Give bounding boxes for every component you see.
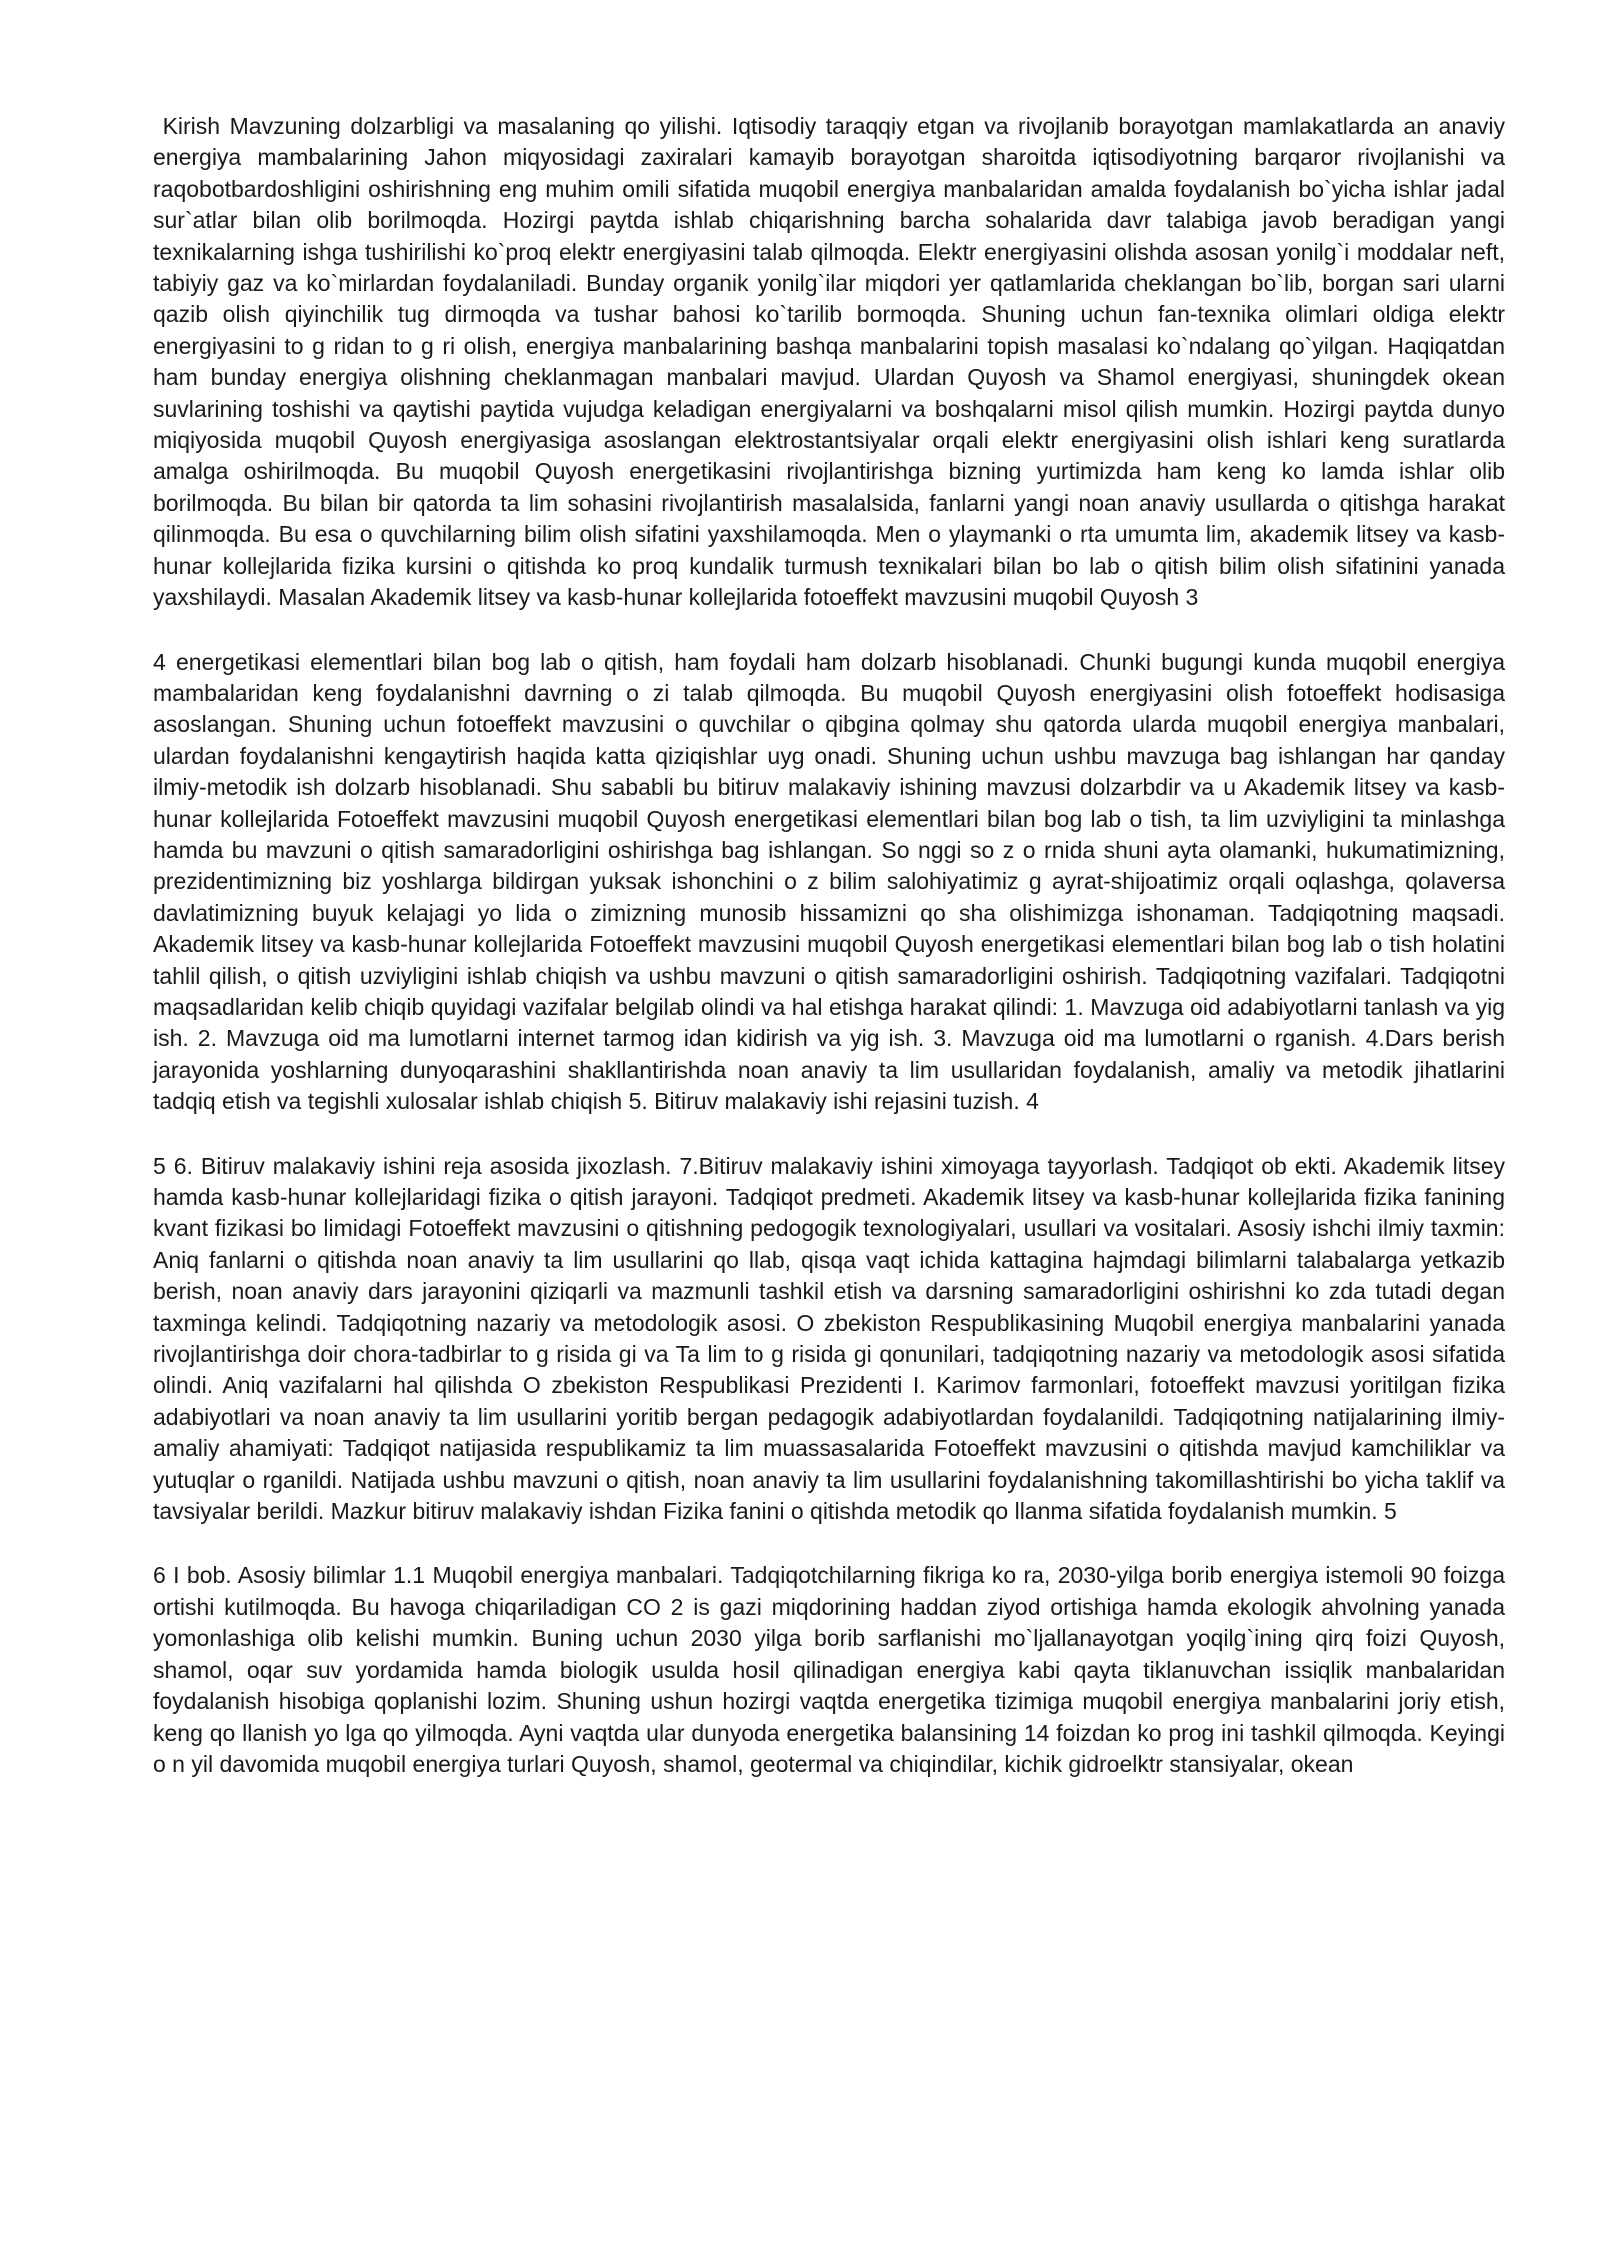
document-page (153, 111, 1512, 1780)
paragraph-chapter-one: 6 I bob. Asosiy bilimlar 1.1 Muqobil energiya manbalari. Tadqiqotchilarning fikriga ko ra, 2030-yilga borib energiya istemoli 90 foizga ortishi kutilmoqda. Bu havoga chiqariladigan CO 2 is gazi miqdorining haddan ziyod ortishiga hamda ekologik ahvolning yanada yomonlashiga olib kelishi mumkin. Buning uchun 2030 yilga borib sarflanishi mo`ljallanayotgan yoqilg`ining qirq foizi Quyosh, shamol, oqar suv yordamida hamda biologik usulda hosil qilinadigan energiya kabi qayta tiklanuvchan issiqlik manbalaridan foydalanish hisobiga qoplanishi lozim. Shuning ushun hozirgi vaqtda energetika tizimiga muqobil energiya manbalarini joriy etish, keng qo llanish yo lga qo yilmoqda. Ayni vaqtda ular dunyoda energetika balansining 14 foizdan ko prog ini tashkil qilmoqda. Keyingi o n yil davomida muqobil energiya turlari Quyosh, shamol, geotermal va chiqindilar, kichik gidroelktr stansiyalar, okean (153, 1562, 1512, 1777)
paragraph-introduction: Kirish Mavzuning dolzarbligi va masalaning qo yilishi. Iqtisodiy taraqqiy etgan va rivojlanib borayotgan mamlakatlarda an anaviy energiya mambalarining Jahon miqyosidagi zaxiralari kamayib borayotgan sharoitda iqtisodiyotning barqaror rivojlanishi va raqobotbardoshligini oshirishning eng muhim omili sifatida muqobil energiya manbalaridan amalda foydalanish bo`yicha ishlar jadal sur`atlar bilan olib borilmoqda. Hozirgi paytda ishlab chiqarishning barcha sohalarida davr talabiga javob beradigan yangi texnikalarning ishga tushirilishi ko`proq elektr energiyasini talab qilmoqda. Elektr energiyasini olishda asosan yonilg`i moddalar neft, tabiyiy gaz va ko`mirlardan foydalaniladi. Bunday organik yonilg`ilar miqdori yer qatlamlarida cheklangan bo`lib, borgan sari ularni qazib olish qiyinchilik tug dirmoqda va tushar bahosi ko`tarilib bormoqda. Shuning uchun fan-texnika olimlari oldiga elektr energiyasini to g ridan to g ri olish, energiya manbalarining bashqa manbalarini topish masalasi ko`ndalang qo`yilgan. Haqiqatdan ham bunday energiya olishning cheklanmagan manbalari mavjud. Ulardan Quyosh va Shamol energiyasi, shuningdek okean suvlarining toshishi va qaytishi paytida vujudga keladigan energiyalarni va boshqalarni misol qilish mumkin. Hozirgi paytda dunyo miqiyosida muqobil Quyosh energiyasiga asoslangan elektrostantsiyalar orqali elektr energiyasini olish ishlari keng suratlarda amalga oshirilmoqda. Bu muqobil Quyosh energetikasini rivojlantirishga bizning yurtimizda ham keng ko lamda ishlar olib borilmoqda. Bu bilan bir qatorda ta lim sohasini rivojlantirish masalalsida, fanlarni yangi noan anaviy usullarda o qitishga harakat qilinmoqda. Bu esa o quvchilarning bilim olish sifatini yaxshilamoqda. Men o ylaymanki o rta umumta lim, akademik litsey va kasb-hunar kollejlarida fizika kursini o qitishda ko proq kundalik turmush texnikalari bilan bo lab o qitish bilim olish sifatinini yanada yaxshilaydi. Masalan Akademik litsey va kasb-hunar kollejlarida fotoeffekt mavzusini muqobil Quyosh 3 (153, 113, 1512, 611)
paragraph-research-object: 5 6. Bitiruv malakaviy ishini reja asosida jixozlash. 7.Bitiruv malakaviy ishini ximoyaga tayyorlash. Tadqiqot ob ekti. Akademik litsey hamda kasb-hunar kollejlaridagi fizika o qitish jarayoni. Tadqiqot predmeti. Akademik litsey va kasb-hunar kollejlarida fizika fanining kvant fizikasi bo limidagi Fotoeffekt mavzusini o qitishning pedogogik texnologiyalari, usullari va vositalari. Asosiy ishchi ilmiy taxmin: Aniq fanlarni o qitishda noan anaviy ta lim usullarini qo llab, qisqa vaqt ichida kattagina hajmdagi bilimlarni talabalarga yetkazib berish, noan anaviy dars jarayonini qiziqarli va mazmunli tashkil etish va darsning samaradorligini oshirishni ko zda tutadi degan taxminga kelindi. Tadqiqotning nazariy va metodologik asosi. O zbekiston Respublikasining Muqobil energiya manbalarini yanada rivojlantirishga doir chora-tadbirlar to g risida gi va Ta lim to g risida gi qonunilari, tadqiqotning nazariy va metodologik asosi sifatida olindi. Aniq vazifalarni hal qilishda O zbekiston Respublikasi Prezidenti I. Karimov farmonlari, fotoeffekt mavzusi yoritilgan fizika adabiyotlari va noan anaviy ta lim usullarini yoritib bergan pedagogik adabiyotlardan foydalanildi. Tadqiqotning natijalarining ilmiy-amaliy ahamiyati: Tadqiqot natijasida respublikamiz ta lim muassasalarida Fotoeffekt mavzusini o qitishda mavjud kamchiliklar va yutuqlar o rganildi. Natijada ushbu mavzuni o qitish, noan anaviy ta lim usullarini foydalanishning takomillashtirishi bo yicha taklif va tavsiyalar berildi. Mazkur bitiruv malakaviy ishdan Fizika fanini o qitishda metodik qo llanma sifatida foydalanish mumkin. 5 (153, 1152, 1512, 1525)
paragraph-relevance: 4 energetikasi elementlari bilan bog lab o qitish, ham foydali ham dolzarb hisoblanadi. Chunki bugungi kunda muqobil energiya mambalaridan keng foydalanishni davrning o zi talab qilmoqda. Bu muqobil Quyosh energiyasini olish fotoeffekt hodisasiga asoslangan. Shuning uchun fotoeffekt mavzusini o quvchilar o qibgina qolmay shu qatorda ularda muqobil energiya manbalari, ulardan foydalanishni kengaytirish haqida katta qiziqishlar uyg onadi. Shuning uchun ushbu mavzuga bag ishlangan har qanday ilmiy-metodik ish dolzarb hisoblanadi. Shu sababli bu bitiruv malakaviy ishining mavzusi dolzarbdir va u Akademik litsey va kasb-hunar kollejlarida Fotoeffekt mavzusini muqobil Quyosh energetikasi elementlari bilan bog lab o tish, ta lim uzviyligini ta minlashga hamda bu mavzuni o qitish samaradorligini oshirishga bag ishlangan. So nggi so z o rnida shuni ayta olamanki, hukumatimizning, prezidentimizning biz yoshlarga bildirgan yuksak ishonchini o z bilim salohiyatimiz g ayrat-shijoatimiz orqali oqlashga, qolaversa davlatimizning buyuk kelajagi yo lida o zimizning munosib hissamizni qo sha olishimizga ishonaman. Tadqiqotning maqsadi. Akademik litsey va kasb-hunar kollejlarida Fotoeffekt mavzusini muqobil Quyosh energetikasi elementlari bilan bog lab o tish holatini tahlil qilish, o qitish uzviyligini ishlab chiqish va ushbu mavzuni o qitish samaradorligini oshirish. Tadqiqotning vazifalari. Tadqiqotni maqsadlaridan kelib chiqib quyidagi vazifalar belgilab olindi va hal etishga harakat qilindi: 1. Mavzuga oid adabiyotlarni tanlash va yig ish. 2. Mavzuga oid ma lumotlarni internet tarmog idan kidirish va yig ish. 3. Mavzuga oid ma lumotlarni o rganish. 4.Dars berish jarayonida yoshlarning dunyoqarashini shakllantirishda noan anaviy ta lim usullaridan foydalanish, amaliy va metodik jihatlarini tadqiq etish va tegishli xulosalar ishlab chiqish 5. Bitiruv malakaviy ishi rejasini tuzish. 4 (153, 648, 1512, 1115)
